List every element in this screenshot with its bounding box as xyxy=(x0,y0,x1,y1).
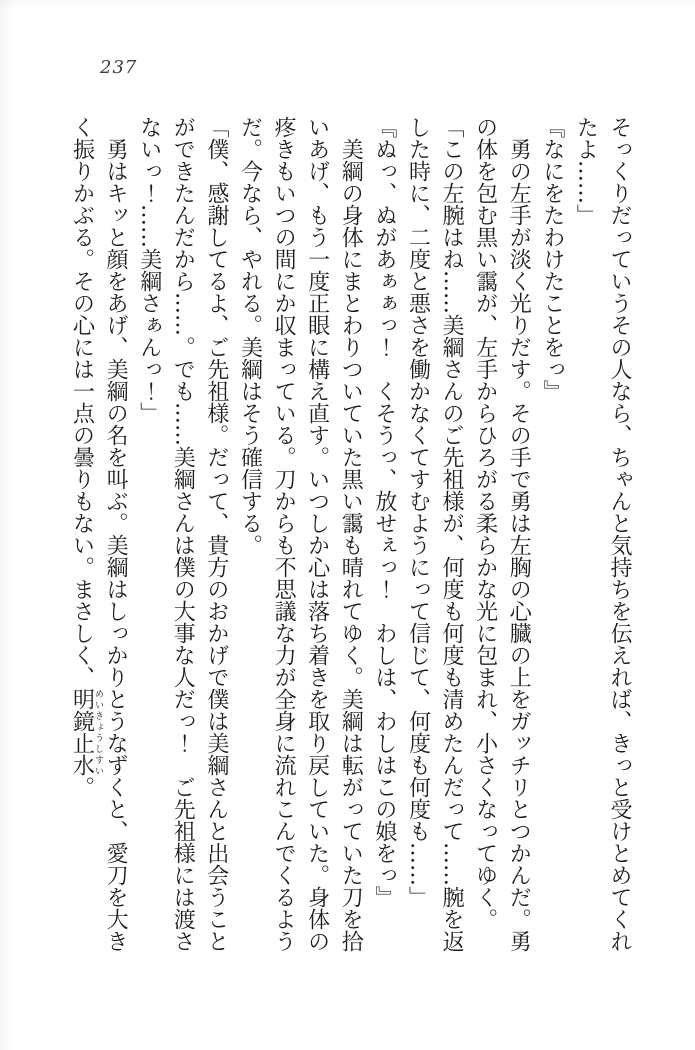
page-number: 237 xyxy=(100,57,138,78)
paragraph: 『ぬっ、ぬがあぁぁっ！ くそうっ、放せぇっ！ わしは、わしはこの娘をっ』 xyxy=(371,116,397,908)
furigana: めいきょうしすい xyxy=(93,688,103,776)
paragraph: 「僕、感謝してるよ、ご先祖様。だって、貴方のおかげで僕は美綱さんと出会うことができたんだから……。でも……美綱さんは僕の大事な人だっ！ ご先祖様には渡さないっ！……美綱さぁんっ！」 xyxy=(136,116,229,952)
ruby-annotated-word: 明鏡止水めいきょうしすい xyxy=(69,688,103,776)
paragraph: 『なにをたわけたことをっ』 xyxy=(539,116,565,402)
text-block xyxy=(65,116,636,952)
paragraph: そっくりだっていうその人なら、ちゃんと気持ちを伝えれば、きっと受けとめてくれたよ……」 xyxy=(573,116,632,952)
paragraph: 美綱の身体にまとわりついていた黒い靄も晴れてゆく。美綱は転がっていた刀を拾いあげ、もう一度正眼に構え直す。いつしか心は落ち着きを取り戻していた。身体の疼きもいつの間にか収まっている。刀からも不思議な力が全身に流れこんでくるようだ。今なら、やれる。美綱はそう確信する。 xyxy=(237,116,364,952)
paragraph: 「この左腕はね……美綱さんのご先祖様が、何度も何度も清めたんだって……腕を返した時に、二度と悪さを働かなくてすむようにって信じて、何度も何度も……」 xyxy=(405,116,465,952)
paragraph: 勇はキッと顔をあげ、美綱の名を叫ぶ。美綱はしっかりとうなずくと、愛刀を大きく振りかぶる。その心には一点の曇りもない。まさしく、明鏡止水めいきょうしすい。 xyxy=(69,116,129,952)
paragraph: 勇の左手が淡く光りだす。その手で勇は左胸の心臓の上をガッチリとつかんだ。勇の体を包む黒い靄が、左手からひろがる柔らかな光に包まれ、小さくなってゆく。 xyxy=(472,116,532,952)
